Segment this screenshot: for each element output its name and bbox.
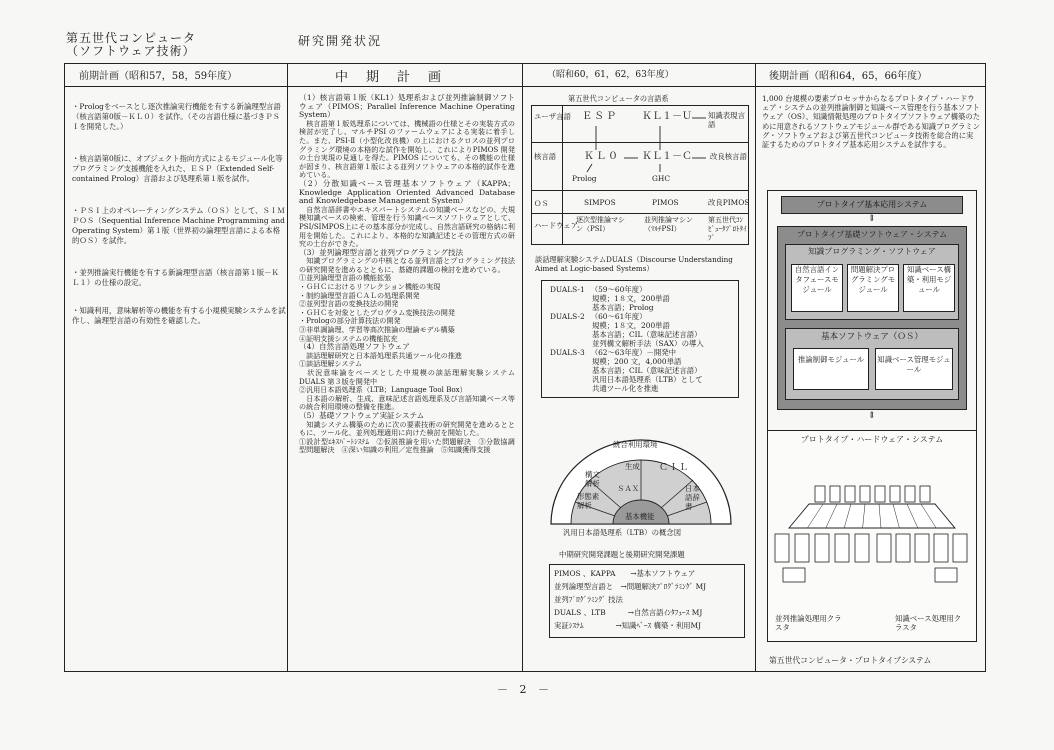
ltb-part-label: 日本語辞書 — [685, 484, 700, 511]
duals-detail: 規模；200 文，4,000単語 — [592, 357, 682, 366]
header-divider — [65, 86, 985, 87]
mid-plan-paragraph: 日本語の解析、生成、意味記述言語処理系及び言語知識ベース等の統合利用環境の整備を推進。 — [299, 393, 515, 412]
kl1u-label: ＫＬ１－Ｕ — [642, 111, 692, 122]
flow-line: PIMOS 、KAPPA →基本ソフトウェア — [554, 569, 696, 578]
terminal-icon — [783, 568, 805, 582]
prev-plan-item: ・核言語第0版に、オブジェクト指向方式によるモジュール化等プログラミング支援機能を入れた、ＥＳＰ（Extended Self-contained Prolog）言語および処理系第１版を試作。 — [72, 154, 283, 183]
app-system-bar — [781, 196, 963, 214]
hw-5g-label: 第五世代ｺﾝﾋﾟｭｰﾀﾌﾟﾛﾄﾀｲﾌﾟ — [708, 216, 747, 242]
ghc-label: GHC — [652, 174, 671, 183]
duals-version — [550, 285, 646, 294]
mid-plan-paragraph: ①設計型ｴｷｽﾊﾟｰﾄｼｽﾃﾑ ②仮説推論を用いた問題解決 ③分散協調型問題解決 ④深い知識の利用／定性推論 ⑤知識獲得支援 — [299, 436, 515, 455]
processor-unit — [815, 486, 825, 502]
flow-line: DUALS 、LTB →自然言語ｲﾝﾀﾌｪｰｽ MJ — [554, 608, 703, 617]
flow-line: 並列論理型言語と →問題解決ﾌﾟﾛｸﾞﾗﾐﾝｸﾞ MJ — [554, 582, 707, 591]
inference-cluster-unit — [835, 534, 849, 562]
mid-plan-paragraph: 状況意味論をベースとした中規模の談話理解実験システムDUALS 第３版を開発中 — [299, 368, 515, 386]
lang-system-title: 第五世代コンピュータの言語系 — [568, 94, 669, 103]
ltb-part-label: 形態素解析 — [577, 492, 600, 510]
prev-plan-column — [72, 102, 286, 340]
knowledge-cluster-unit — [877, 534, 891, 562]
module-box: 知識ベース構築・利用モジュール — [903, 264, 955, 312]
header-late-plan: 後期計画（昭和64，65，66年度） — [769, 71, 928, 82]
kl0-label: ＫＬ０ — [584, 151, 620, 162]
pimos-label: PIMOS — [652, 198, 679, 207]
duals-detail: 基本言語；CIL（意味記述言語） — [592, 366, 702, 375]
ltb-env-label: 統合利用環境 — [613, 440, 658, 449]
duals-version-period: （59～60年度） — [590, 285, 647, 294]
processor-unit — [890, 486, 900, 502]
knowledge-cluster-unit — [934, 534, 948, 562]
duals-version — [550, 348, 676, 357]
column-divider — [287, 64, 288, 671]
mid-plan-paragraph: ④証明支援システムの機能拡充 — [299, 333, 398, 343]
row-label-kernel: 核言語 — [534, 152, 557, 161]
processor-unit — [845, 486, 855, 502]
arrow-icon: ⇕ — [868, 214, 876, 224]
mid-plan-paragraph: ・ＧＨＣにおけるリフレクション機能の実現 — [299, 282, 441, 292]
processor-unit — [860, 486, 870, 502]
app-system-label: プロトタイプ基本応用システム — [816, 200, 928, 209]
mid-plan-paragraph: 自然言語辞書やエキスパートシステムの知識ベースなどの、大規模知識ベースの検索、管理を行う知識ベースソフトウェアとして、PSI/SIMPOS上にその基本部分が完成し、自然言語研究の格納に利用を開始した。これにより、本格的な知識記述とその管理方式の研究の土台ができた。 — [299, 204, 515, 249]
duals-version — [550, 312, 646, 321]
cluster-left-label: 並列推論処理用クラスタ — [775, 614, 842, 632]
processor-unit — [920, 486, 930, 502]
late-system-caption: 第五世代コンピュータ・プロトタイプシステム — [769, 656, 932, 665]
row-label-os: ＯＳ — [534, 199, 549, 208]
module-box: 問題解決プログラミングモジュール — [847, 264, 899, 312]
header-prev-plan: 前期計画（昭和57，58，59年度） — [79, 71, 238, 82]
flow-box — [549, 564, 745, 638]
duals-version-name: DUALS-2 — [550, 312, 585, 321]
ltb-part-label: 構文解析 — [585, 470, 600, 488]
row-label-user: ユーザ言語 — [534, 112, 571, 121]
mid-plan-paragraph: ③非単調論理、学習等高次推論の理論モデル構築 — [299, 325, 455, 335]
mid-plan-heading: （1）核言語第１版（KL1）処理系および並列推論制御ソフトウェア（PIMOS；Parallel Inference Machine Operating System） — [299, 93, 515, 120]
prev-plan-item: ・Prologをベースとし逐次推論実行機能を有する新論理型言語（核言語第0版－ＫＬ０）を試作。（その言語仕様に基づきＰＳＩを開発した。） — [72, 102, 281, 131]
improved-pimos-label: 改良PIMOS — [708, 198, 750, 207]
kl1c-label: ＫＬ１－Ｃ — [642, 151, 692, 162]
ltb-part-label: 生成 — [625, 462, 640, 471]
mid-plan-paragraph: ・制約論理型言語ＣＡＬの処理系開発 — [299, 290, 420, 300]
duals-detail: 共通ツール化を推進 — [592, 384, 659, 393]
row-label-hw: ハードウェア — [534, 221, 579, 230]
flow-line: 並列ﾌﾟﾛｸﾞﾗﾐﾝｸﾞ 技法 — [554, 595, 623, 604]
processor-unit — [875, 486, 885, 502]
cluster-illustration — [769, 464, 975, 594]
document-subtitle: 研究開発状況 — [298, 34, 383, 48]
know-prog-label: 知識プログラミング・ソフトウェア — [808, 247, 936, 256]
ltb-part-label: ＣＩＬ — [659, 463, 690, 473]
mid-plan-paragraph: 核言語第１版処理系については、機械語の仕様とその実装方式の検討が完了し、マルチPSI のファームウェアによる実装に着手した。また、PSI-Ⅱ（小型化改良機）の上におけるクロスの並列プログラミング環境の本格的な試作を開始し、これによりPIMOS 開発の土台実現の見通しを得た。PIMOS についても、その機能の仕様が固まり、核言語第１版による並列ソフトウェアの本格的試作を進めている。 — [299, 118, 515, 180]
title-line-1: 第五世代コンピュータ — [66, 31, 197, 45]
duals-title: 談話理解実験システムDUALS（Discourse Understanding Aimed at Logic-based Systems） — [535, 255, 733, 273]
column-divider — [755, 64, 756, 671]
page-number: － 2 － — [497, 683, 553, 696]
mid-plan-heading: （2）分散知識ベース管理基本ソフトウェア（KAPPA；Knowledge Application Oriented Advanced Database and Knowledgebase Management System） — [299, 178, 515, 206]
duals-version-period: （62～63年度）－開発中 — [590, 348, 677, 357]
knowledge-cluster-unit — [953, 534, 967, 562]
main-table — [64, 63, 986, 672]
hw-par-label: 並列推論マシン（ﾏﾙﾁPSI） — [644, 216, 693, 233]
flow-title: 中期研究開発課題と後期研究開発課題 — [559, 550, 685, 559]
document-title — [66, 32, 196, 58]
inference-cluster-unit — [815, 534, 829, 562]
duals-version-name: DUALS-1 — [550, 285, 585, 294]
os-module-box: 知識ベース管理モジュール — [875, 348, 953, 390]
mid-plan-paragraph: 談話理解研究と日本語処理系共通ツール化の推進 — [299, 350, 463, 360]
network-plane — [789, 504, 955, 528]
mid-plan-heading: （5）基礎ソフトウェア実証システム — [299, 410, 425, 420]
cluster-right-label: 知識ベース処理用クラスタ — [895, 614, 962, 632]
os-module-box: 推論制御モジュール — [793, 348, 869, 390]
arrow-icon: ⇕ — [868, 411, 876, 421]
late-plan-text: 1,000 台規模の要素プロセッサからなるプロトタイプ・ハードウェア・システムの並列推論制御と知識ベース管理を行う基本ソフトウェア（OS）、知識情報処理のプロトタイプソフトウェア構築のために用意されるソフトウェアモジュール群である知識プログラミング・ソフトウェアおよび第五世代コンピュータ技術を総合的に実証するためのプロトタイプ基本応用システムを試作する。 — [762, 94, 980, 150]
mid-plan-paragraph: 知識プログラミングの中核となる並列言語とプログラミング技法の研究開発を進めるとともに、基礎的課題の検討を進めている。 — [299, 256, 515, 274]
duals-box — [541, 280, 739, 398]
mid-plan-column — [299, 94, 515, 455]
processor-unit — [905, 486, 915, 502]
prev-plan-item: ・知識利用，意味解析等の機能を有する小規模実験システムを試作し、論理型言語の有効性を確認した。 — [72, 306, 286, 325]
duals-detail: 規模；1８文，200単語 — [592, 321, 670, 330]
column-divider — [522, 64, 523, 671]
processor-unit — [830, 486, 840, 502]
hw-seq-label: 逐次型推論マシン（PSI） — [576, 216, 625, 233]
mid-plan-heading: （3）並列論理型言語と並列プログラミング技法 — [299, 247, 464, 257]
lang-system-arrows — [532, 106, 750, 246]
mid-plan-paragraph: ②汎用日本語処理系（LTB；Language Tool Box） — [299, 385, 467, 395]
mid-plan-paragraph: ・ＧＨＣを対象としたプログラム変換技法の開発 — [299, 307, 455, 317]
ltb-caption: 汎用日本語処理系（LTB）の概念図 — [563, 528, 682, 537]
inference-cluster-unit — [795, 534, 809, 562]
know-expr-label: 知識表現言語 — [708, 111, 745, 129]
header-mid-plan: 中期計画 — [335, 70, 460, 85]
hw-system-label: プロトタイプ・ハードウェア・システム — [800, 435, 944, 444]
improved-kernel-label: 改良核言語 — [710, 152, 747, 161]
prev-plan-item: ・並列推論実行機能を有する新論理型言語（核言語第１版－ＫＬ１）の仕様の設定。 — [72, 268, 279, 287]
mid-plan-paragraph: ①並列論理型言語の機能拡張 — [299, 273, 392, 283]
lang-system-diagram — [531, 105, 749, 245]
title-line-2: （ソフトウェア技術） — [66, 44, 196, 58]
knowledge-cluster-unit — [896, 534, 910, 562]
knowledge-cluster-unit — [915, 534, 929, 562]
duals-detail: 並列構文解析手法（SAX）の導入 — [592, 339, 704, 348]
flow-line: 実証ｼｽﾃﾑ →知識ﾍﾞｰｽ 構築・利用MJ — [554, 621, 702, 630]
mid-plan-paragraph: ①談話理解システム — [299, 359, 363, 369]
ltb-part-label: ＳＡＸ — [617, 484, 640, 493]
duals-detail: 汎用日本語処理系（LTB）として — [592, 375, 703, 384]
prolog-label: Prolog — [572, 174, 597, 183]
ltb-base-label: 基本機能 — [625, 512, 655, 521]
duals-detail: 規模；1８文，200単語 — [592, 294, 670, 303]
duals-detail: 基本言語；Prolog — [592, 303, 654, 312]
esp-label: ＥＳＰ — [582, 111, 618, 122]
simpos-label: SIMPOS — [584, 198, 616, 207]
mid-plan-paragraph: ②並列型言語の変換技法の開発 — [299, 299, 399, 309]
duals-version-period: （60～61年度） — [590, 312, 647, 321]
inference-cluster-unit — [855, 534, 869, 562]
module-box: 自然言語インタフェースモジュール — [791, 264, 843, 312]
duals-detail: 基本言語；CIL（意味記述言語） — [592, 330, 702, 339]
prev-plan-item: ・ＰＳＩ上のオペレーティングシステム（ＯＳ）として、ＳＩＭＰＯＳ（Sequential Inference Machine Programming and Operating System）第１版（世界初の論理型言語による本格的ＯＳ）を試作。 — [72, 206, 285, 245]
basic-sw-label: 基本ソフトウェア（ＯＳ） — [821, 332, 923, 342]
header-mid-years: （昭和60，61，62，63年度） — [547, 70, 674, 80]
duals-version-name: DUALS-3 — [550, 348, 585, 357]
inference-cluster-unit — [775, 534, 789, 562]
basic-sw-system-label: プロトタイプ基礎ソフトウェア・システム — [796, 230, 948, 239]
mid-plan-heading: （4）自然言語処理ソフトウェア — [299, 342, 410, 352]
mid-plan-paragraph: ・Prologの部分計算技法の開発 — [299, 316, 401, 326]
terminal-icon — [935, 568, 957, 582]
mid-plan-paragraph: 知識システム構築のために次の要素技術の研究開発を進めるとともに、ツール化、並列処理適用に向けた検討を開始した。 — [299, 419, 515, 438]
